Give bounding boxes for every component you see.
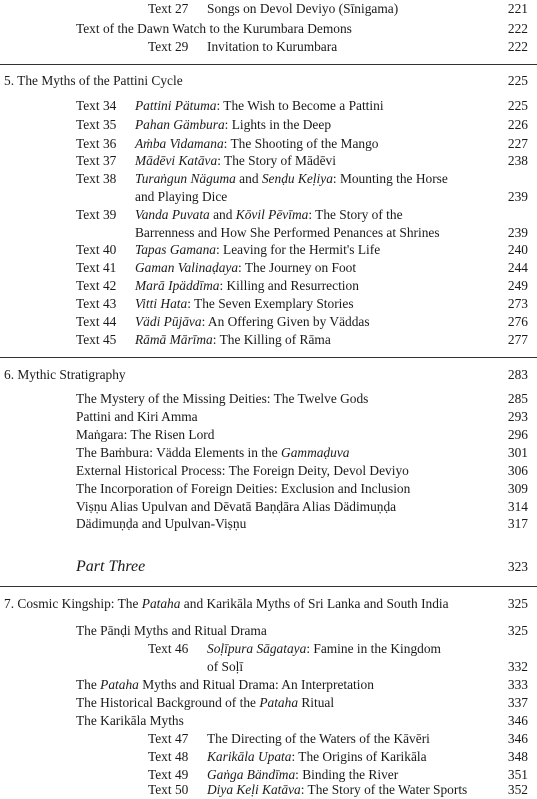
entry-label: Text 44 [76, 314, 117, 329]
entry-title-rest: : The Story of Mādēvi [217, 153, 336, 168]
toc-entry [0, 38, 537, 55]
entry-title-italic: Vitti Hata [135, 296, 188, 311]
entry-title-pre: The Baṁbura: Vädda Elements in the [76, 445, 282, 460]
toc-entry [0, 622, 537, 639]
entry-label: Text 46 [148, 641, 189, 656]
toc-entry [0, 462, 537, 479]
entry-title-rest: : Killing and Resurrection [219, 278, 359, 293]
entry-title [135, 331, 331, 348]
toc-entry [0, 152, 537, 169]
entry-title [135, 313, 370, 330]
entry-page: 222 [507, 21, 528, 36]
entry-title-italic: Vanda Puvata [135, 207, 210, 222]
entry-label: Text 41 [76, 260, 117, 275]
chapter-heading [0, 366, 537, 383]
entry-label: Text 47 [148, 731, 189, 746]
toc-entry [0, 748, 537, 765]
entry-title-rest: : An Offering Given by Väddas [201, 314, 370, 329]
entry-label: Text 29 [148, 39, 189, 54]
entry-title: Songs on Devol Deviyo (Sīnigama) [207, 1, 399, 16]
entry-page: 227 [507, 136, 528, 151]
entry-page: 277 [507, 332, 528, 347]
entry-title [135, 97, 384, 114]
entry-title [76, 676, 374, 693]
toc-entry [0, 277, 537, 294]
entry-label: Text 49 [148, 767, 189, 782]
toc-entry [0, 331, 537, 348]
entry-title-pre: The Historical Background of the [76, 695, 260, 710]
entry-page: 226 [507, 117, 528, 132]
entry-title-rest: : The Wish to Become a Pattini [216, 98, 384, 113]
entry-title: Pattini and Kiri Amma [76, 409, 198, 424]
entry-page: 222 [507, 39, 528, 54]
toc-entry-continued [0, 224, 537, 241]
entry-title-italic: Pattini Pätuma [135, 98, 217, 113]
entry-title [135, 206, 403, 223]
toc-entry-continued [0, 188, 537, 205]
section-divider [0, 64, 537, 65]
entry-title-italic: Kōvil Pēvīma [235, 207, 309, 222]
entry-page: 296 [507, 427, 528, 442]
entry-title-italic: Karikāla Upata [207, 749, 292, 764]
entry-title: Dädimuṇḍa and Upulvan-Viṣṇu [76, 516, 247, 531]
entry-title-rest: : The Seven Exemplary Stories [187, 296, 354, 311]
toc-entry [0, 295, 537, 312]
entry-title-continued: Barrenness and How She Performed Penances at Shrines [135, 225, 440, 240]
entry-title-post: Myths and Ritual Drama: An Interpretation [138, 677, 374, 692]
entry-label: Text 42 [76, 278, 117, 293]
entry-title-continued: of Soḷī [207, 659, 244, 674]
toc-entry [0, 135, 537, 152]
toc-entry [0, 781, 537, 798]
chapter-page: 225 [507, 73, 528, 88]
entry-title [135, 152, 336, 169]
entry-title: Invitation to Kurumbara [207, 39, 338, 54]
entry-page: 273 [507, 296, 528, 311]
entry-title-rest: : The Story of the Water Sports [300, 782, 468, 797]
toc-entry [0, 515, 537, 532]
entry-label: Text 37 [76, 153, 117, 168]
entry-page: 221 [507, 1, 528, 16]
toc-entry [0, 408, 537, 425]
entry-title-italic: Vädi Pūjāva [135, 314, 202, 329]
entry-label: Text 43 [76, 296, 117, 311]
section-divider [0, 586, 537, 587]
entry-label: Text 36 [76, 136, 117, 151]
entry-page: 317 [507, 516, 528, 531]
section-divider [0, 357, 537, 358]
entry-page: 348 [507, 749, 528, 764]
entry-title-joiner: and [235, 171, 262, 186]
entry-page: 239 [507, 225, 528, 240]
entry-page: 301 [507, 445, 528, 460]
toc-entry [0, 116, 537, 133]
chapter-heading [0, 595, 537, 612]
toc-entry [0, 730, 537, 747]
entry-page: 333 [507, 677, 528, 692]
toc-entry [0, 480, 537, 497]
entry-title [135, 135, 379, 152]
part-title: Part Three [76, 558, 146, 575]
entry-page: 239 [507, 189, 528, 204]
entry-title-post: Ritual [298, 695, 335, 710]
entry-title-italic: Diya Keḷi Katāva [207, 782, 301, 797]
entry-page: 238 [507, 153, 528, 168]
entry-title-rest: : The Origins of Karikāla [291, 749, 427, 764]
entry-label: Text 45 [76, 332, 117, 347]
entry-title [207, 748, 427, 765]
entry-title-rest: : Binding the River [295, 767, 399, 782]
toc-entry [0, 313, 537, 330]
entry-page: 244 [507, 260, 528, 275]
entry-page: 285 [507, 391, 528, 406]
toc-entry [0, 426, 537, 443]
entry-title [135, 295, 354, 312]
entry-title [76, 694, 334, 711]
entry-title: Text of the Dawn Watch to the Kurumbara Demons [76, 21, 352, 36]
entry-label: Text 38 [76, 171, 117, 186]
entry-title-italic: Marā Ipäddīma [135, 278, 220, 293]
entry-title-joiner: and [209, 207, 236, 222]
chapter-title-pre: 7. Cosmic Kingship: The [4, 596, 142, 611]
entry-page: 293 [507, 409, 528, 424]
toc-entry-continued [0, 658, 537, 675]
entry-page: 306 [507, 463, 528, 478]
entry-page: 346 [507, 713, 528, 728]
entry-title [207, 781, 467, 798]
entry-title [135, 170, 448, 187]
entry-label: Text 48 [148, 749, 189, 764]
chapter-page: 325 [507, 596, 528, 611]
entry-title [135, 241, 380, 258]
entry-title-italic: Aṁba Vidamana [135, 136, 224, 151]
entry-title-italic: Pahan Gämbura [135, 117, 225, 132]
entry-title-italic: Tapas Gamana [135, 242, 216, 257]
entry-label: Text 39 [76, 207, 117, 222]
toc-entry [0, 498, 537, 515]
entry-page: 351 [507, 767, 528, 782]
entry-title [135, 277, 359, 294]
entry-title [76, 444, 349, 461]
entry-title-italic: Senḍu Keḷiya [261, 171, 333, 186]
entry-title: The Pānḍi Myths and Ritual Drama [76, 623, 267, 638]
chapter-title-italic: Pataha [141, 596, 181, 611]
toc-entry [0, 0, 537, 17]
entry-title-rest: : The Killing of Rāma [212, 332, 331, 347]
toc-entry [0, 20, 537, 37]
toc-entry [0, 206, 537, 223]
chapter-title [4, 595, 449, 612]
entry-label: Text 34 [76, 98, 117, 113]
entry-title: The Directing of the Waters of the Kāvēri [207, 731, 430, 746]
entry-page: 325 [507, 623, 528, 638]
entry-title-italic: Pataha [100, 677, 139, 692]
entry-page: 352 [507, 782, 528, 797]
entry-title-italic: Rāmā Mārīma [135, 332, 213, 347]
entry-label: Text 50 [148, 782, 189, 797]
entry-title-italic: Soḷīpura Sāgataya [207, 641, 307, 656]
entry-title [207, 640, 441, 657]
entry-title [135, 259, 356, 276]
entry-title: External Historical Process: The Foreign Deity, Devol Deviyo [76, 463, 409, 478]
entry-page: 337 [507, 695, 528, 710]
toc-entry [0, 170, 537, 187]
toc-entry [0, 97, 537, 114]
entry-title-italic: Turaṅgun Näguma [135, 171, 236, 186]
entry-title-rest: : The Journey on Foot [238, 260, 357, 275]
entry-title: Viṣṇu Alias Upulvan and Dēvatā Baṇḍāra Alias Dädimuṇḍa [76, 499, 397, 514]
entry-label: Text 40 [76, 242, 117, 257]
toc-entry [0, 444, 537, 461]
entry-page: 240 [507, 242, 528, 257]
chapter-heading [0, 72, 537, 89]
entry-page: 309 [507, 481, 528, 496]
toc-entry [0, 259, 537, 276]
entry-page: 314 [507, 499, 528, 514]
entry-page: 332 [507, 659, 528, 674]
entry-title-italic: Gammaḍuva [281, 445, 350, 460]
entry-title: The Incorporation of Foreign Deities: Exclusion and Inclusion [76, 481, 411, 496]
entry-title-italic: Pataha [259, 695, 299, 710]
entry-label: Text 27 [148, 1, 189, 16]
entry-title-italic: Mādēvi Katāva [135, 153, 218, 168]
entry-label: Text 35 [76, 117, 117, 132]
toc-entry [0, 390, 537, 407]
toc-entry [0, 640, 537, 657]
chapter-page: 283 [507, 367, 528, 382]
entry-page: 249 [507, 278, 528, 293]
entry-title-rest: : Mounting the Horse [332, 171, 448, 186]
chapter-title: 5. The Myths of the Pattini Cycle [4, 73, 183, 88]
part-heading [0, 557, 537, 577]
toc-entry [0, 241, 537, 258]
entry-title-rest: : Famine in the Kingdom [306, 641, 441, 656]
chapter-title-post: and Karikāla Myths of Sri Lanka and South India [180, 596, 449, 611]
part-page: 323 [507, 559, 528, 574]
entry-title-italic: Gaṅga Bändīma [207, 767, 296, 782]
entry-title-italic: Gaman Valinaḍaya [135, 260, 239, 275]
entry-page: 276 [507, 314, 528, 329]
entry-page: 225 [507, 98, 528, 113]
entry-page: 346 [507, 731, 528, 746]
toc-entry [0, 676, 537, 693]
entry-title-rest: : Leaving for the Hermit's Life [215, 242, 381, 257]
entry-title-pre: The [76, 677, 101, 692]
entry-title-rest: : The Story of the [308, 207, 403, 222]
entry-title [135, 116, 331, 133]
toc-entry [0, 712, 537, 729]
entry-title: The Mystery of the Missing Deities: The Twelve Gods [76, 391, 369, 406]
entry-title: Maṅgara: The Risen Lord [76, 427, 215, 442]
entry-title-rest: : The Shooting of the Mango [223, 136, 379, 151]
entry-title-continued: and Playing Dice [135, 189, 228, 204]
toc-entry [0, 694, 537, 711]
entry-title-rest: : Lights in the Deep [224, 117, 332, 132]
chapter-title: 6. Mythic Stratigraphy [4, 367, 126, 382]
entry-title: The Karikāla Myths [76, 713, 184, 728]
